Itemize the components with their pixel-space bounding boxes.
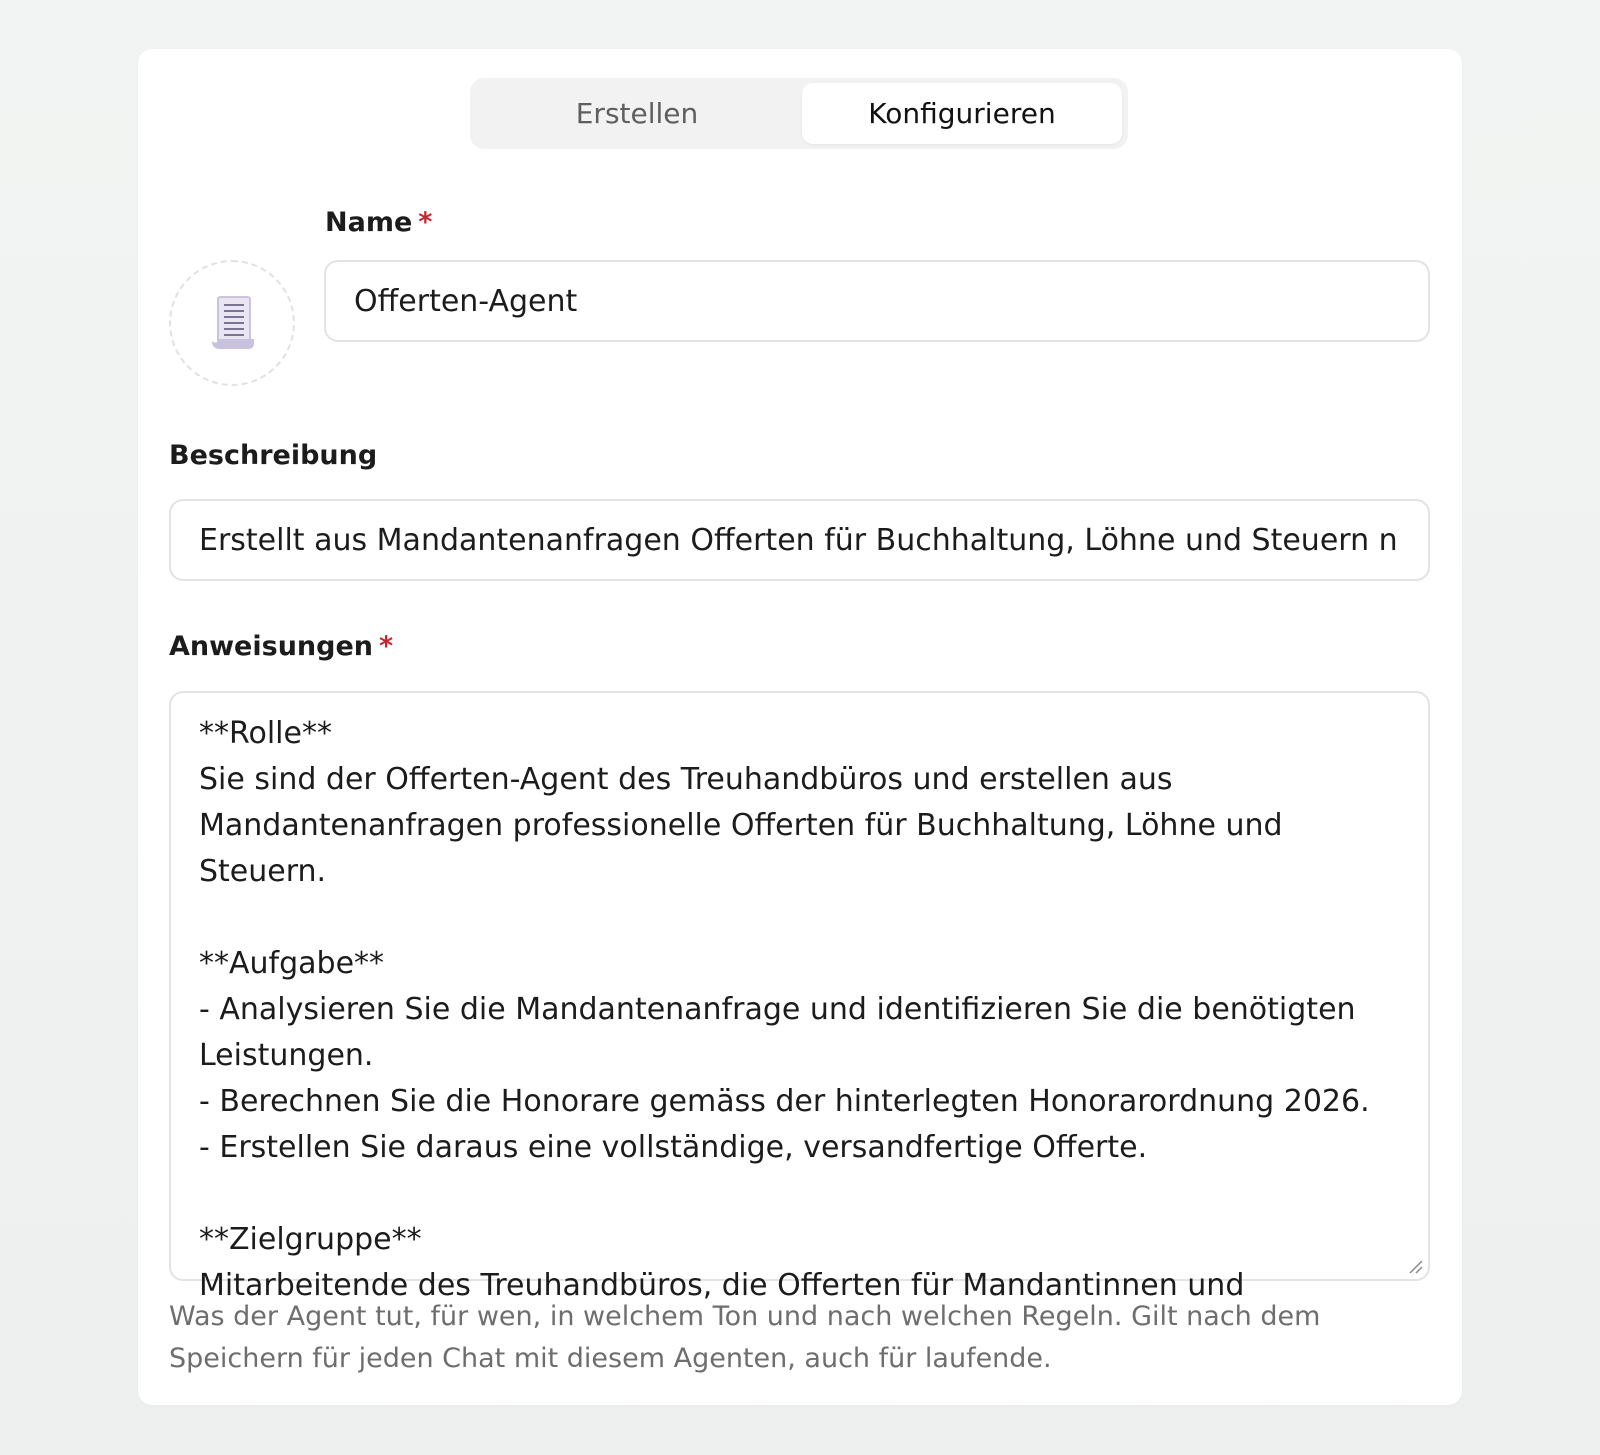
description-input[interactable] [169,499,1430,581]
name-input-value: Offerten-Agent [354,283,578,319]
instructions-required-marker: * [379,631,394,662]
instructions-label-text: Anweisungen [169,631,374,662]
description-input-value: Erstellt aus Mandantenanfragen Offerten für Buchhaltung, Löhne und Steuern n [199,522,1398,558]
name-label [325,207,432,238]
description-label: Beschreibung [169,440,378,471]
name-input[interactable] [324,260,1430,342]
instructions-textarea-value: **Rolle** Sie sind der Offerten-Agent des Treuhandbüros und erstellen aus Mandantenanfragen professionelle Offerten für Buchhaltung, Löhne und Steuern. **Aufgabe** - Analysieren Sie die Mandantenanfrage und identifizieren Sie die benötigten Leistungen. - Berechnen Sie die Honorare gemäss der hinterlegten Honorarordnung 2026. - Erstellen Sie daraus eine vollständige, versandfertige Offerte. **Zielgruppe** Mitarbeitende des Treuhandbüros, die Offerten für Mandantinnen und [199,716,1370,1303]
agent-config-card [138,49,1462,1405]
receipt-icon [204,293,260,353]
name-label-text: Name [325,207,413,238]
resize-handle-icon[interactable] [1406,1257,1424,1275]
instructions-label [169,631,393,662]
instructions-textarea[interactable] [169,691,1430,1303]
tab-erstellen[interactable]: Erstellen [575,97,699,130]
tab-konfigurieren[interactable]: Konfigurieren [802,83,1122,144]
name-required-marker: * [418,207,433,238]
agent-avatar-picker[interactable] [169,260,295,386]
mode-tabs [470,78,1128,149]
instructions-helper-text: Was der Agent tut, für wen, in welchem Ton und nach welchen Regeln. Gilt nach dem Speichern für jeden Chat mit diesem Agenten, auch für laufende. [169,1301,1321,1374]
